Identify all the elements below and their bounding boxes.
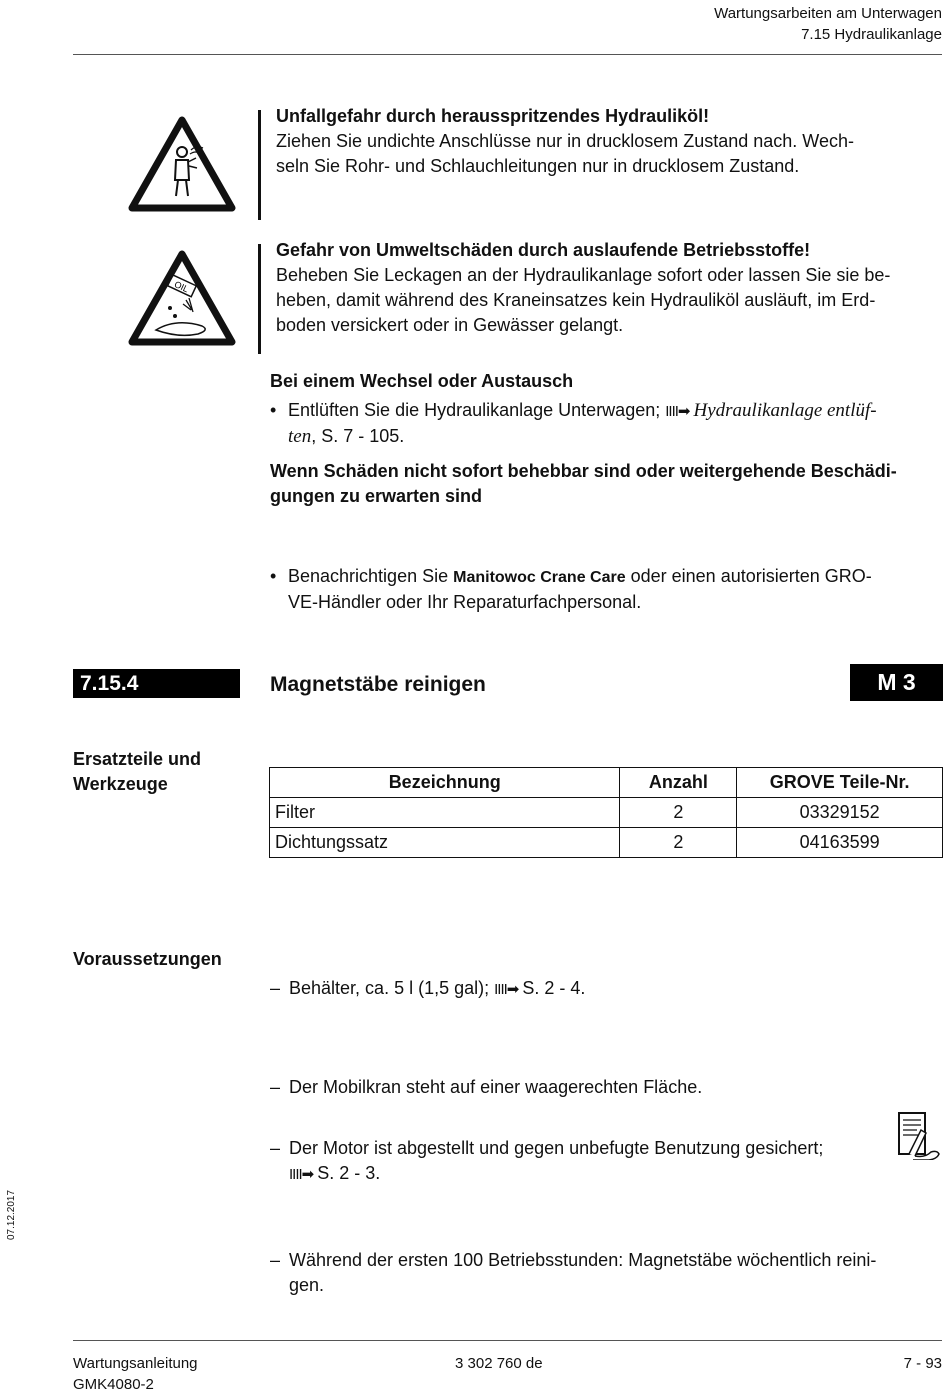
warning-line: Beheben Sie Leckagen an der Hydraulikanlage sofort oder lassen Sie sie be- — [276, 265, 891, 285]
tool-text: Behälter, ca. 5 l (1,5 gal); — [289, 978, 490, 998]
table-row — [270, 828, 943, 858]
footer-doc-number: 3 302 760 de — [455, 1355, 543, 1372]
table-row — [270, 798, 943, 828]
prereq-item — [270, 1136, 950, 1187]
prereq-text: Während der ersten 100 Betriebsstunden: Magnetstäbe wöchentlich reini- — [289, 1250, 877, 1270]
warning-line: heben, damit während des Kraneinsatzes kein Hydrauliköl ausläuft, im Erd- — [276, 290, 876, 310]
warning-bar — [258, 244, 261, 354]
table-cell: Dichtungssatz — [270, 828, 620, 858]
brand-name: Manitowoc Crane Care — [453, 569, 626, 586]
oil-can-label: OIL — [172, 279, 191, 295]
prereq-text: Der Motor ist abgestellt und gegen unbefugte Benutzung gesichert; — [289, 1138, 824, 1158]
footer-left — [73, 1353, 198, 1395]
running-header — [714, 3, 942, 45]
footer-doc-title: Wartungsanleitung — [73, 1355, 198, 1372]
maintenance-code-badge: M 3 — [850, 664, 943, 701]
parts-table — [269, 767, 943, 858]
manual-hand-icon — [895, 1110, 943, 1160]
damage-text: Benachrichtigen Sie — [288, 566, 449, 586]
reference-arrow-icon: IIII➡ — [494, 981, 519, 998]
exchange-link-continued[interactable]: ten — [288, 426, 312, 447]
warning-accident — [276, 104, 942, 179]
exchange-heading: Bei einem Wechsel oder Austausch — [270, 371, 574, 391]
damage-bullet-item — [270, 564, 950, 615]
prereq-item — [270, 1248, 950, 1298]
table-header-row — [270, 768, 943, 798]
header-rule — [73, 54, 942, 55]
table-cell: 03329152 — [737, 798, 943, 828]
table-cell: 2 — [620, 798, 737, 828]
table-cell: 2 — [620, 828, 737, 858]
footer-rule — [73, 1340, 942, 1341]
column-header: Bezeichnung — [270, 768, 620, 798]
header-section: 7.15 Hydraulikanlage — [801, 26, 942, 43]
dash-mark: – — [270, 978, 281, 998]
bullet-mark: • — [270, 400, 277, 420]
section-title: Magnetstäbe reinigen — [270, 673, 486, 696]
damage-heading-line: gungen zu erwarten sind — [270, 486, 483, 506]
dash-mark: – — [270, 1250, 281, 1270]
warning-line: seln Sie Rohr- und Schlauchleitungen nur in drucklosem Zustand. — [276, 156, 800, 176]
table-cell: Filter — [270, 798, 620, 828]
table-cell: 04163599 — [737, 828, 943, 858]
tool-item — [270, 976, 950, 1002]
parts-label-line: Werkzeuge — [73, 774, 168, 794]
header-chapter: Wartungsarbeiten am Unterwagen — [714, 5, 942, 22]
column-header: GROVE Teile-Nr. — [737, 768, 943, 798]
warning-title: Gefahr von Umweltschäden durch auslaufende Betriebsstoffe! — [276, 240, 811, 260]
parts-label-line: Ersatzteile und — [73, 749, 202, 769]
section-number: 7.15.4 — [73, 669, 240, 698]
exchange-bullet-item — [270, 398, 950, 449]
footer-model: GMK4080-2 — [73, 1376, 154, 1393]
warning-bar — [258, 110, 261, 220]
column-header: Anzahl — [620, 768, 737, 798]
revision-date: 07.12.2017 — [6, 1189, 17, 1240]
reference-arrow-icon: IIII➡ — [665, 403, 690, 420]
damage-text: oder einen autorisierten GRO- — [630, 566, 872, 586]
warning-line: boden versickert oder in Gewässer gelangt. — [276, 315, 624, 335]
damage-heading-line: Wenn Schäden nicht sofort behebbar sind oder weitergehende Beschädi- — [270, 461, 897, 481]
prereq-page-ref[interactable]: S. 2 - 3. — [317, 1163, 381, 1183]
dash-mark: – — [270, 1138, 281, 1158]
tool-page-ref[interactable]: S. 2 - 4. — [522, 978, 586, 998]
footer-page-number: 7 - 93 — [903, 1355, 942, 1372]
prereq-label: Voraussetzungen — [73, 949, 222, 969]
dash-mark: – — [270, 1077, 281, 1097]
hazard-person-spray-icon — [126, 114, 238, 214]
damage-heading — [270, 459, 944, 509]
bullet-mark: • — [270, 566, 277, 586]
damage-text: VE-Händler oder Ihr Reparaturfachpersonal. — [288, 592, 642, 612]
exchange-page-ref: , S. 7 - 105. — [311, 426, 405, 446]
parts-label — [73, 747, 201, 797]
exchange-text: Entlüften Sie die Hydraulikanlage Unterwagen; — [288, 400, 661, 420]
prereq-text: Der Mobilkran steht auf einer waagerechten Fläche. — [289, 1077, 703, 1097]
warning-line: Ziehen Sie undichte Anschlüsse nur in drucklosem Zustand nach. Wech- — [276, 131, 854, 151]
prereq-text: gen. — [289, 1275, 325, 1295]
warning-environment — [276, 238, 942, 338]
reference-arrow-icon: IIII➡ — [289, 1166, 314, 1183]
exchange-link[interactable]: Hydraulikanlage entlüf- — [693, 400, 877, 421]
environment-oil-hazard-icon — [126, 248, 238, 348]
warning-title: Unfallgefahr durch herausspritzendes Hydrauliköl! — [276, 106, 710, 126]
prereq-item — [270, 1075, 950, 1100]
